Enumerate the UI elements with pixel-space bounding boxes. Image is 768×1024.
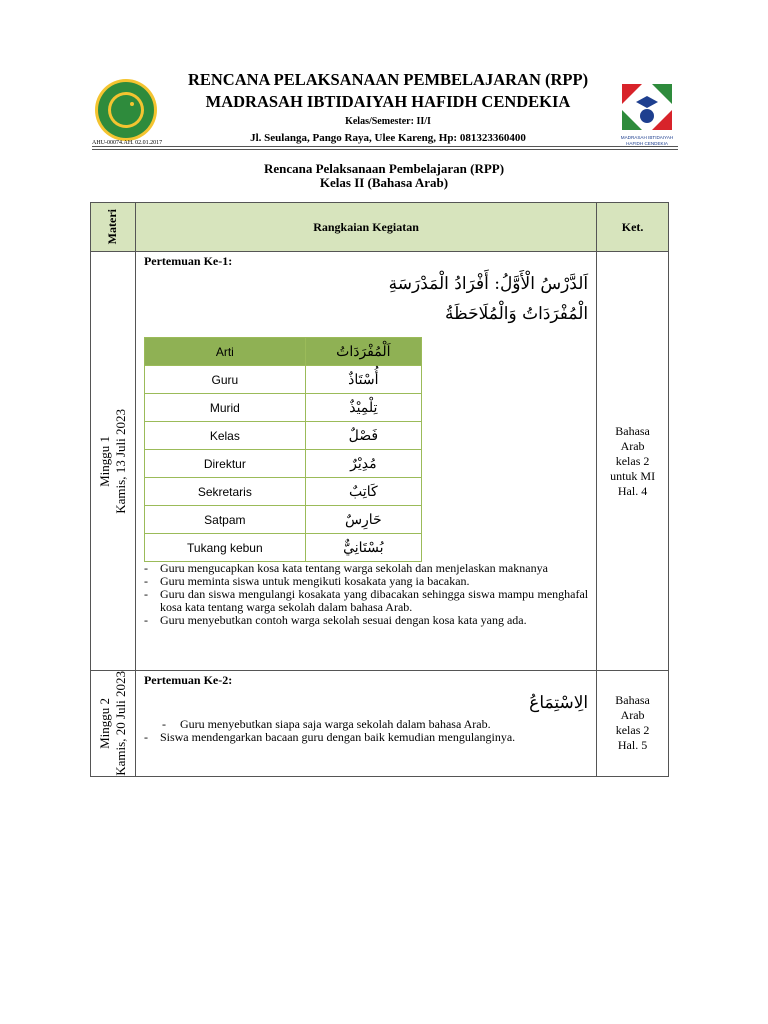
col-kegiatan: Rangkaian Kegiatan [135, 203, 596, 252]
vocab-arti: Direktur [144, 450, 305, 478]
date-label: Kamis, 13 Juli 2023 [112, 408, 128, 514]
vocab-arabic: كَاتِبٌ [305, 478, 421, 506]
rpp-table [90, 202, 669, 777]
vocab-arti: Kelas [144, 422, 305, 450]
vocab-row [144, 450, 421, 478]
arabic-lesson-subtitle: الْمُفْرَدَاتُ وَالْمُلَاحَظَةُ [445, 304, 589, 324]
vocab-row [144, 422, 421, 450]
vocab-arabic: تِلْمِيْذٌ [305, 394, 421, 422]
activities-cell-2 [135, 671, 596, 777]
logo-right-text-2: HAFIDH CENDEKIA [626, 141, 668, 146]
vocab-arti: Sekretaris [144, 478, 305, 506]
vocabulary-table [144, 337, 422, 562]
vocab-row [144, 534, 421, 562]
vocab-arabic: بُسْتَانِيٌّ [305, 534, 421, 562]
vocab-arti: Tukang kebun [144, 534, 305, 562]
vocab-arabic: حَارِسٌ [305, 506, 421, 534]
week-label: Minggu 2 [96, 697, 112, 749]
letterhead [88, 62, 688, 152]
vocab-arabic: فَصْلٌ [305, 422, 421, 450]
ket-line: Hal. 5 [617, 738, 648, 753]
header-divider [92, 146, 678, 147]
vocab-row [144, 506, 421, 534]
pertemuan-title: Pertemuan Ke-1: [143, 254, 233, 268]
ket-line: kelas 2 [615, 453, 650, 468]
list-item: - Guru dan siswa mengulangi kosakata yang dibacakan sehingga siswa mampu menghafal kosa kata tentang warga sekolah dalam bahasa Arab. [144, 588, 588, 614]
ket-line: untuk MI [610, 468, 656, 483]
ket-line: Bahasa [615, 423, 650, 438]
col-ket: Ket. [597, 203, 669, 252]
madrasah-logo-icon [612, 76, 682, 148]
ket-line: Arab [620, 708, 645, 723]
week-label: Minggu 1 [96, 435, 112, 487]
arabic-lesson-title: اَلدَّرْسُ الْأَوَّلُ: أَفْرَادُ الْمَدْرَسَةِ [388, 274, 589, 294]
list-item: - Guru mengucapkan kosa kata tentang warga sekolah dan menjelaskan maknanya [144, 562, 588, 575]
ket-line: Arab [620, 438, 645, 453]
table-row [91, 671, 669, 777]
ket-line: Hal. 4 [617, 483, 648, 498]
vocab-arti: Murid [144, 394, 305, 422]
ket-cell-2 [597, 671, 669, 777]
vocab-row [144, 394, 421, 422]
pertemuan-title: Pertemuan Ke-2: [143, 673, 233, 687]
ket-line: Bahasa [615, 693, 650, 708]
vocab-row [144, 366, 421, 394]
header-class-semester: Kelas/Semester: II/I [345, 116, 431, 127]
list-item: - Guru menyebutkan siapa saja warga sekolah dalam bahasa Arab. [144, 718, 588, 731]
week-2-label [91, 671, 135, 776]
vocab-row [144, 478, 421, 506]
document-title [0, 162, 768, 190]
vocab-arti: Satpam [144, 506, 305, 534]
list-item: - Guru meminta siswa untuk mengikuti kosakata yang ia bacakan. [144, 575, 588, 588]
header-line-1: RENCANA PELAKSANAAN PEMBELAJARAN (RPP) [187, 70, 589, 89]
ket-cell-1 [597, 252, 669, 671]
vocab-header-arti: Arti [144, 338, 305, 366]
logo-right-text-1: MADRASAH IBTIDAIYAH [620, 135, 674, 140]
title-line-1: Rencana Pelaksanaan Pembelajaran (RPP) [263, 161, 505, 176]
date-label: Kamis, 20 Juli 2023 [112, 671, 128, 776]
ket-line: kelas 2 [615, 723, 650, 738]
ahu-number: AHU-00074.AH. 02.01.2017 [92, 140, 163, 146]
header-line-2: MADRASAH IBTIDAIYAH HAFIDH CENDEKIA [205, 92, 571, 111]
table-header-row [91, 203, 669, 252]
header-address: Jl. Seulanga, Pango Raya, Ulee Kareng, Hp: 081323360400 [250, 132, 526, 144]
col-materi: Materi [105, 209, 120, 245]
vocab-arti: Guru [144, 366, 305, 394]
list-item: - Guru menyebutkan contoh warga sekolah sesuai dengan kosa kata yang ada. [144, 614, 588, 627]
vocab-header-row [144, 338, 421, 366]
activity-list [144, 718, 588, 744]
arabic-lesson-title: الِاسْتِمَاعُ [529, 693, 589, 713]
activities-cell-1 [135, 252, 596, 671]
header-divider-2 [92, 149, 678, 150]
vocab-header-mufradat: اَلْمُفْرَدَاتُ [305, 338, 421, 366]
activity-list [144, 562, 588, 627]
vocab-arabic: مُدِيْرٌ [305, 450, 421, 478]
title-line-2: Kelas II (Bahasa Arab) [319, 175, 449, 190]
table-row [91, 252, 669, 671]
vocab-arabic: أُسْتَاذٌ [305, 366, 421, 394]
week-1-label [91, 409, 135, 514]
list-item: - Siswa mendengarkan bacaan guru dengan baik kemudian mengulanginya. [144, 731, 588, 744]
